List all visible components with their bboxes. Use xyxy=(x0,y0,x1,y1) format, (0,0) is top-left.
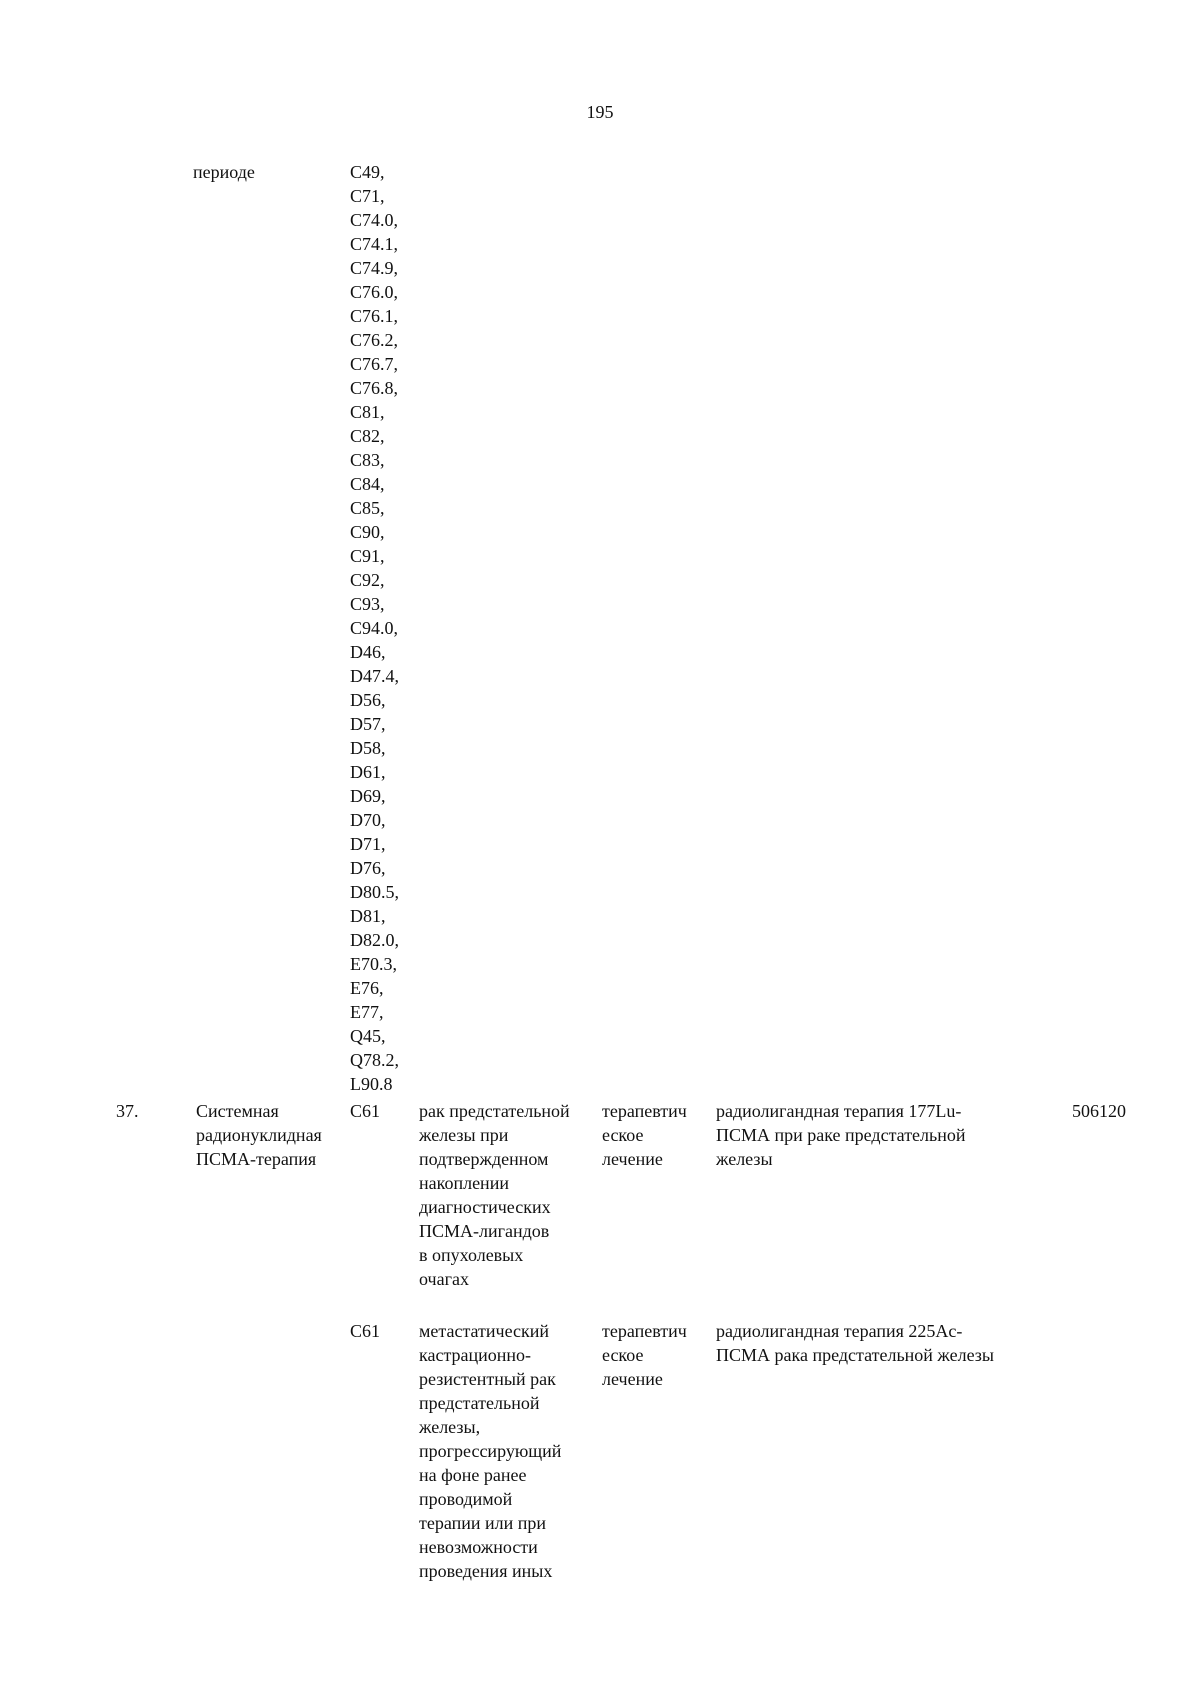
diagnosis-code: C76.8, xyxy=(350,378,399,398)
diagnosis-code: D57, xyxy=(350,714,386,734)
previous-entry-name-tail: периоде xyxy=(193,162,255,182)
diagnosis-code: C85, xyxy=(350,498,385,518)
diagnosis-code: C49, xyxy=(350,162,385,182)
diagnosis-code: E76, xyxy=(350,978,384,998)
diagnosis-code: C71, xyxy=(350,186,385,206)
diagnosis-code: C84, xyxy=(350,474,385,494)
row2-patient-model: метастатический кастрационно- резистентный рак предстательной железы, прогрессирующий на фоне ранее проводимой терапии или при невозможности проведения иных xyxy=(419,1321,562,1581)
diagnosis-code: C76.7, xyxy=(350,354,399,374)
diagnosis-code: C81, xyxy=(350,402,385,422)
row2-diagnosis-code: C61 xyxy=(350,1321,381,1341)
diagnosis-code: C74.1, xyxy=(350,234,399,254)
diagnosis-code: Q45, xyxy=(350,1026,386,1046)
diagnosis-code: D76, xyxy=(350,858,386,878)
row1-patient-model: рак предстательной железы при подтвержденном накоплении диагностических ПСМА-лигандов в опухолевых очагах xyxy=(419,1101,570,1289)
page-number: 195 xyxy=(586,102,614,122)
diagnosis-code: C91, xyxy=(350,546,385,566)
diagnosis-code: D46, xyxy=(350,642,386,662)
diagnosis-code: C74.0, xyxy=(350,210,399,230)
diagnosis-code: E77, xyxy=(350,1002,384,1022)
row2-treatment-method: радиолигандная терапия 225Ac- ПСМА рака предстательной железы xyxy=(716,1321,994,1365)
diagnosis-code: D81, xyxy=(350,906,386,926)
diagnosis-code: D61, xyxy=(350,762,386,782)
diagnosis-code: C92, xyxy=(350,570,385,590)
diagnosis-code: C74.9, xyxy=(350,258,399,278)
diagnosis-code: C82, xyxy=(350,426,385,446)
diagnosis-code: D70, xyxy=(350,810,386,830)
diagnosis-code: D71, xyxy=(350,834,386,854)
diagnosis-code: C90, xyxy=(350,522,385,542)
diagnosis-code: C93, xyxy=(350,594,385,614)
diagnosis-code: D80.5, xyxy=(350,882,399,902)
diagnosis-code: C94.0, xyxy=(350,618,399,638)
entry-financial-norm: 506120 xyxy=(1072,1101,1126,1121)
diagnosis-code: Q78.2, xyxy=(350,1050,399,1070)
diagnosis-code: D58, xyxy=(350,738,386,758)
entry-number: 37. xyxy=(116,1101,139,1121)
row1-treatment-type: терапевтич еское лечение xyxy=(602,1101,687,1169)
diagnosis-code: C76.0, xyxy=(350,282,399,302)
diagnosis-code: D69, xyxy=(350,786,386,806)
diagnosis-code: D82.0, xyxy=(350,930,399,950)
row1-diagnosis-code: C61 xyxy=(350,1101,381,1121)
diagnosis-code: C83, xyxy=(350,450,385,470)
diagnosis-code: C76.2, xyxy=(350,330,399,350)
diagnosis-code: C76.1, xyxy=(350,306,399,326)
diagnosis-code: L90.8 xyxy=(350,1074,393,1094)
diagnosis-code: E70.3, xyxy=(350,954,397,974)
row1-treatment-method: радиолигандная терапия 177Lu- ПСМА при раке предстательной железы xyxy=(716,1101,966,1169)
diagnosis-code: D47.4, xyxy=(350,666,399,686)
row2-treatment-type: терапевтич еское лечение xyxy=(602,1321,687,1389)
diagnosis-codes-list xyxy=(350,160,399,1096)
entry-name: Системная радионуклидная ПСМА-терапия xyxy=(196,1101,322,1169)
diagnosis-code: D56, xyxy=(350,690,386,710)
